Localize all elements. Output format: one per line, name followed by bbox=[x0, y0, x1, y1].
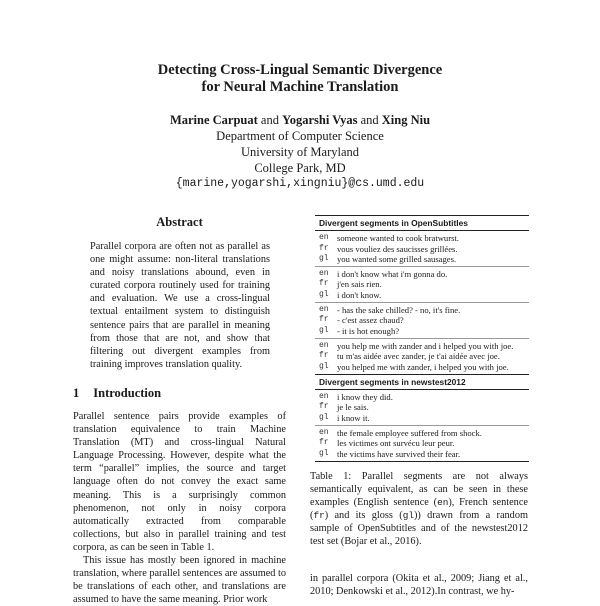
table-row-fr bbox=[319, 402, 529, 412]
segment-text: you helped me with zander, i helped you with joe. bbox=[337, 361, 509, 372]
table-row-gl bbox=[319, 254, 529, 264]
language-code: gl bbox=[319, 412, 329, 422]
table-row-gl bbox=[319, 362, 529, 372]
table-row-gl bbox=[319, 290, 529, 300]
language-code: en bbox=[319, 305, 329, 315]
segment-text: the female employee suffered from shock. bbox=[337, 428, 482, 439]
table-row-en bbox=[319, 392, 529, 402]
opensubtitles-group-list bbox=[315, 231, 529, 374]
segment-text: i know it. bbox=[337, 412, 370, 423]
table-example-group bbox=[315, 339, 529, 374]
abstract-body: Parallel corpora are often not as parallel as one might assume: non-literal translations and noisy translations abound, even in curated corpora routinely used for training and evaluation. We use a cross-lingual textual entailment system to distinguish sentence pairs that are parallel in meaning from those that are not, and show that filtering out divergent examples from training improves translation quality. bbox=[90, 241, 270, 370]
segment-text: j'en sais rien. bbox=[337, 279, 382, 290]
abstract-heading: Abstract bbox=[156, 215, 203, 229]
author-2: Yogarshi Vyas bbox=[282, 113, 358, 127]
language-code: en bbox=[319, 340, 329, 350]
language-code: gl bbox=[319, 253, 329, 263]
section-heading-introduction bbox=[73, 386, 161, 401]
table-row-gl bbox=[319, 413, 529, 423]
caption-code-gl: gl bbox=[402, 510, 414, 522]
caption-text-1: Table 1: Parallel segments are not always semantically equivalent, as can be seen in these examples (English sentence ( bbox=[310, 471, 528, 509]
caption-text-2: ), French sentence ( bbox=[310, 497, 528, 522]
language-code: fr bbox=[319, 279, 329, 289]
language-code: fr bbox=[319, 351, 329, 361]
caption-code-en: en bbox=[437, 497, 449, 509]
segment-text: i know they did. bbox=[337, 392, 393, 403]
segment-text: - it is hot enough? bbox=[337, 325, 400, 336]
language-code: gl bbox=[319, 325, 329, 335]
segment-text: les victimes ont survécu leur peur. bbox=[337, 438, 455, 449]
section-title: Introduction bbox=[93, 386, 162, 400]
segment-text: the victims have survived their fear. bbox=[337, 448, 461, 459]
and-2: and bbox=[360, 113, 379, 127]
table-row-gl bbox=[319, 326, 529, 336]
introduction-body bbox=[73, 410, 286, 606]
language-code: en bbox=[319, 269, 329, 279]
language-code: gl bbox=[319, 448, 329, 458]
title-line-1: Detecting Cross-Lingual Semantic Divergence bbox=[157, 62, 443, 78]
affiliation-department: Department of Computer Science bbox=[216, 129, 384, 143]
segment-text: je le sais. bbox=[337, 402, 369, 413]
section-number: 1 bbox=[73, 386, 80, 400]
language-code: gl bbox=[319, 361, 329, 371]
author-1: Marine Carpuat bbox=[169, 113, 258, 127]
paper-title bbox=[0, 62, 600, 96]
intro-paragraph-2: This issue has mostly been ignored in machine translation, where parallel sentences are assumed to be translations of each other, and translations are assumed to have the same meaning. Prior work bbox=[73, 555, 287, 606]
affiliation-location: College Park, MD bbox=[254, 161, 346, 175]
language-code: gl bbox=[319, 289, 329, 299]
right-column-text: in parallel corpora (Okita et al., 2009; Jiang et al., 2010; Denkowski et al., 2012).In contrast, we hy- bbox=[310, 573, 528, 598]
segment-text: vous vouliez des saucisses grillées. bbox=[337, 243, 458, 254]
segment-text: tu m'as aidée avec zander, je t'ai aidée avec joe. bbox=[337, 351, 500, 362]
language-code: en bbox=[319, 428, 329, 438]
caption-text-4: )) drawn from a random sample of OpenSubtitles and of the newstest2012 test set (Bojar et al., 2016). bbox=[310, 510, 528, 548]
author-3: Xing Niu bbox=[381, 113, 431, 127]
table-row-fr bbox=[319, 351, 529, 361]
table-example-group bbox=[315, 426, 529, 461]
intro-paragraph-1: Parallel sentence pairs provide examples of translation equivalence to train Machine Translation (MT) and cross-lingual Natural Language Processing. However, despite what the term “parallel” implies, the source and target language often do not convey the exact same meaning. This is a surprisingly common phenomenon, not only in noisy corpora automatically extracted from comparable collections, but also in parallel training and test corpora, as can be seen in Table 1. bbox=[73, 411, 286, 553]
table-row-fr bbox=[319, 244, 529, 254]
language-code: en bbox=[319, 233, 329, 243]
examples-table bbox=[315, 215, 529, 462]
table-row-en bbox=[319, 305, 529, 315]
segment-text: i don't know. bbox=[337, 289, 382, 300]
table-caption bbox=[310, 470, 528, 549]
table-row-en bbox=[319, 341, 529, 351]
language-code: fr bbox=[319, 315, 329, 325]
author-block bbox=[0, 112, 600, 192]
and-1: and bbox=[260, 113, 279, 127]
table-example-group bbox=[315, 267, 529, 303]
table-example-group bbox=[315, 231, 529, 267]
table-section-newstest: Divergent segments in newstest2012 bbox=[315, 374, 529, 390]
author-names bbox=[0, 112, 600, 128]
segment-text: - c'est assez chaud? bbox=[337, 315, 404, 326]
table-row-fr bbox=[319, 279, 529, 289]
title-line-2: for Neural Machine Translation bbox=[201, 79, 399, 95]
language-code: fr bbox=[319, 438, 329, 448]
language-code: fr bbox=[319, 243, 329, 253]
author-email: {marine,yogarshi,xingniu}@cs.umd.edu bbox=[175, 177, 425, 190]
table-row-en bbox=[319, 428, 529, 438]
table-row-fr bbox=[319, 315, 529, 325]
segment-text: i don't know what i'm gonna do. bbox=[337, 269, 448, 280]
caption-text-3: ) and its gloss ( bbox=[324, 510, 403, 522]
segment-text: - has the sake chilled? - no, it's fine. bbox=[337, 305, 461, 316]
segment-text: someone wanted to cook bratwurst. bbox=[337, 233, 459, 244]
caption-code-fr: fr bbox=[313, 510, 325, 522]
language-code: en bbox=[319, 392, 329, 402]
table-section-opensubtitles: Divergent segments in OpenSubtitles bbox=[315, 216, 529, 231]
table-example-group bbox=[315, 303, 529, 339]
table-row-gl bbox=[319, 449, 529, 459]
table-example-group bbox=[315, 390, 529, 426]
affiliation-university: University of Maryland bbox=[240, 145, 360, 159]
segment-text: you wanted some grilled sausages. bbox=[337, 253, 457, 264]
newstest-group-list bbox=[315, 390, 529, 461]
table-row-fr bbox=[319, 438, 529, 448]
table-row-en bbox=[319, 269, 529, 279]
language-code: fr bbox=[319, 402, 329, 412]
table-row-en bbox=[319, 233, 529, 243]
segment-text: you help me with zander and i helped you with joe. bbox=[337, 340, 514, 351]
